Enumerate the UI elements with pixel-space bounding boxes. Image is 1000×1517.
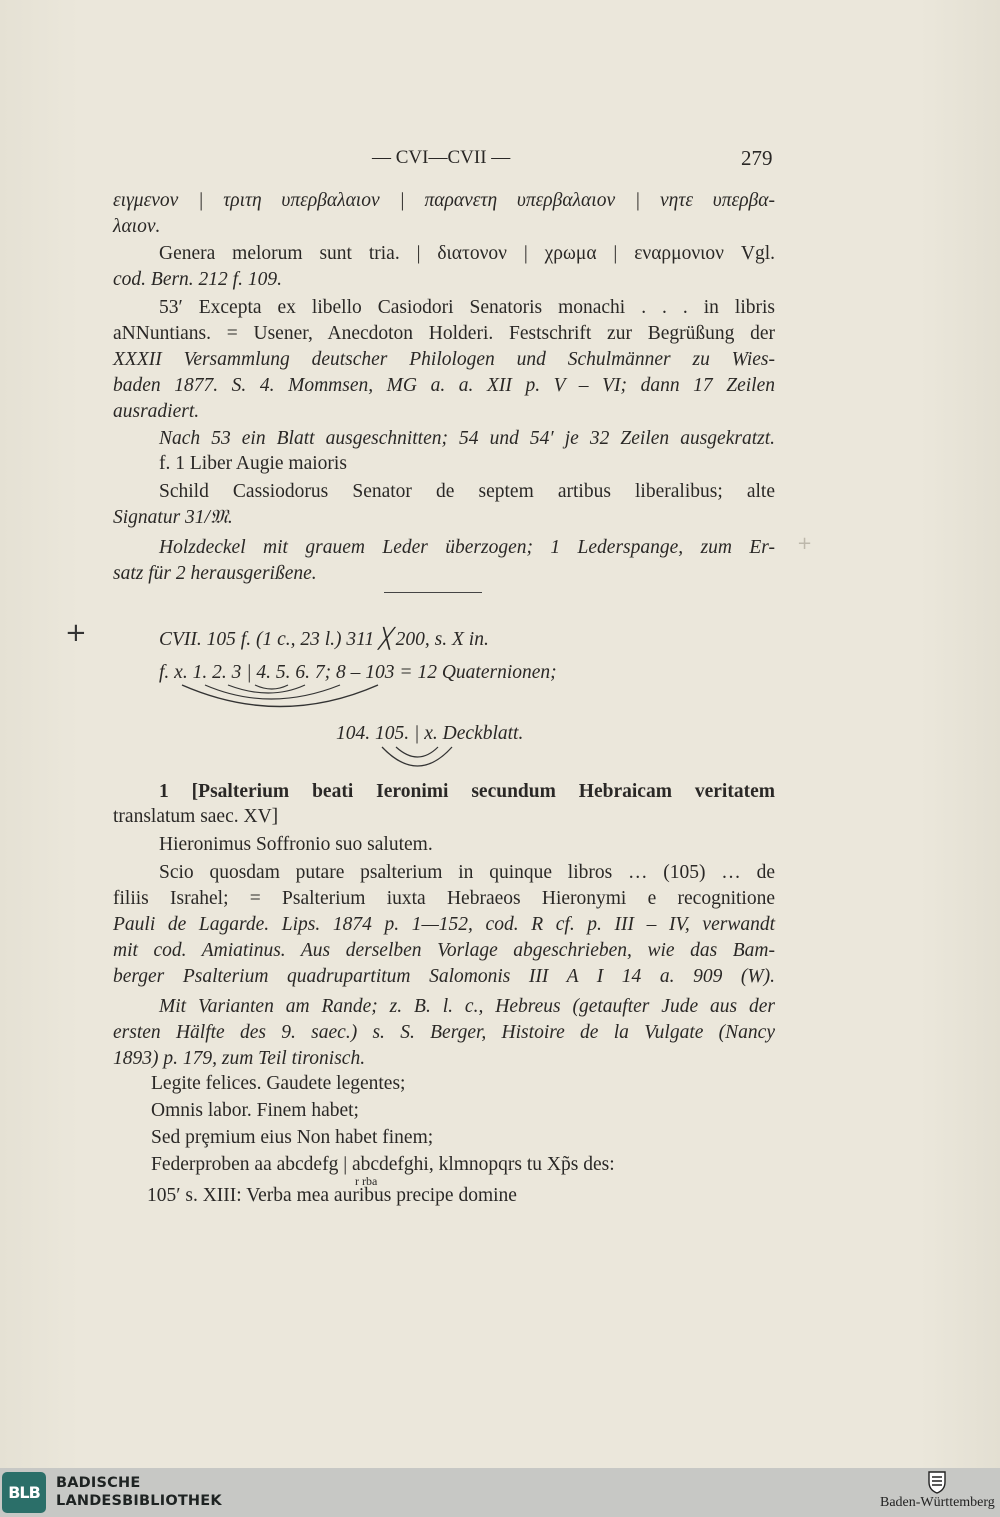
text-line: 1893) p. 179, zum Teil tironisch. [113,1048,366,1069]
text-line: Genera melorum sunt tria. | διατονον | χρωμα | εναρμονιον Vgl. [159,243,775,264]
text-line: XXXII Versammlung deutscher Philologen und Schulmänner zu Wies- [113,349,775,370]
state-label: Baden-Württemberg [880,1495,995,1510]
text-line: ausradiert. [113,401,200,422]
text-line: ersten Hälfte des 9. saec.) s. S. Berger, Histoire de la Vulgate (Nancy [113,1022,775,1043]
plus-mark: + [65,618,87,648]
text-line: Schild Cassiodorus Senator de septem artibus liberalibus; alte [159,481,775,502]
interlinear-gloss: r rba [355,1174,378,1188]
text-line: berger Psalterium quadrupartitum Salomonis III A I 14 a. 909 (W). [113,966,775,987]
brace-curves [380,745,460,769]
text-line: 105′ s. XIII: Verba mea auribus precipe domine [147,1185,517,1206]
text-line: Legite felices. Gaudete legentes; [151,1073,406,1094]
text-line: ειγμενον | τριτη υπερβαλαιον | παρανετη υπερβαλαιον | νητε υπερβα- [113,190,775,211]
text-line: Pauli de Lagarde. Lips. 1874 p. 1—152, cod. R cf. p. III – IV, verwandt [113,914,775,935]
plus-mark: + [797,533,813,554]
quire-formula: 104. 105. | x. Deckblatt. [336,723,524,744]
text-line: satz für 2 herausgerißene. [113,563,317,584]
text-line: f. 1 Liber Augie maioris [159,453,347,474]
library-name-line2: LANDESBIBLIOTHEK [56,1493,222,1509]
text-line: Nach 53 ein Blatt ausgeschnitten; 54 und 54′ je 32 Zeilen ausgekratzt. [159,428,775,449]
brace-curves [180,683,400,718]
text-line: Hieronimus Soffronio suo salutem. [159,834,433,855]
text-line: λαιον. [113,216,161,237]
footer-bar [0,1468,1000,1517]
text-line: translatum saec. XV] [113,806,279,827]
text-line: Scio quosdam putare psalterium in quinque libros … (105) … de [159,862,775,883]
text-line: Mit Varianten am Rande; z. B. l. c., Hebreus (getaufter Jude aus der [159,996,775,1017]
coat-of-arms-icon [926,1470,948,1494]
codex-heading: CVII. 105 f. (1 c., 23 l.) 311 ╳ 200, s. X in. [159,629,489,650]
text-line: Sed prȩmium eius Non habet finem; [151,1127,434,1148]
text-line: aNNuntians. = Usener, Anecdoton Holderi. Festschrift zur Begrüßung der [113,323,775,344]
library-name-line1: BADISCHE [56,1475,141,1491]
text-line: Signatur 31/𝔐. [113,507,233,528]
text-line: 1 [Psalterium beati Ieronimi secundum Hebraicam veritatem [159,781,775,802]
text-line: baden 1877. S. 4. Mommsen, MG a. a. XII p. V – VI; dann 17 Zeilen [113,375,775,396]
text-line: filiis Israhel; = Psalterium iuxta Hebraeos Hieronymi e recognitione [113,888,775,909]
page-number: 279 [741,146,773,170]
text-line: mit cod. Amiatinus. Aus derselben Vorlage abgeschrieben, wie das Bam- [113,940,775,961]
blb-logo: BLB [2,1472,46,1513]
text-line: cod. Bern. 212 f. 109. [113,269,282,290]
section-divider [384,592,482,593]
text-line: Federproben aa abcdefg | abcdefghi, klmnopqrs tu Xp̃s des: [151,1154,615,1175]
quire-formula: f. x. 1. 2. 3 | 4. 5. 6. 7; 8 – 103 = 12 Quaternionen; [159,662,557,683]
text-line: 53′ Excepta ex libello Casiodori Senatoris monachi . . . in libris [159,297,775,318]
text-line: Omnis labor. Finem habet; [151,1100,359,1121]
text-line: Holzdeckel mit grauem Leder überzogen; 1 Lederspange, zum Er- [159,537,775,558]
running-title: — CVI—CVII — [372,147,511,168]
